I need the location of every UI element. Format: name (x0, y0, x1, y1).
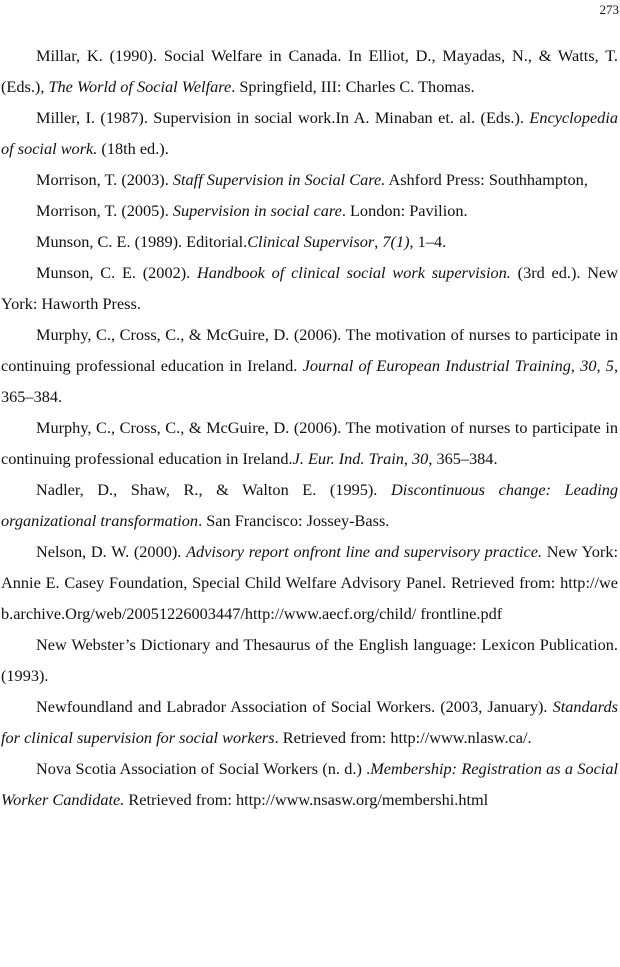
reference-text: Nova Scotia Association of Social Workers (n. d.) . (36, 759, 371, 778)
reference-text: , (403, 449, 413, 468)
reference-text: Millar, K. (1990). Social Welfare in Canada. In Elliot, D., Mayadas, N., & Watts, T. (Eds.), (1, 46, 618, 96)
reference-italic-text: Advisory report onfront line and supervisory practice. (186, 542, 543, 561)
reference-italic-text: Journal of European Industrial Training (302, 356, 571, 375)
reference-text: , 365–384. (1, 356, 619, 406)
reference-entry (1, 691, 618, 753)
reference-italic-text: Clinical Supervisor (247, 232, 375, 251)
reference-text: , (570, 356, 581, 375)
reference-italic-text: The World of Social Welfare (48, 77, 232, 96)
reference-entry (1, 195, 618, 226)
reference-entry (1, 536, 618, 629)
reference-text: Miller, I. (1987). Supervision in social work.In A. Minaban et. al. (Eds.). (36, 108, 530, 127)
reference-text: (3rd ed.). New York: Haworth Press. (1, 263, 619, 313)
reference-entry (1, 474, 618, 536)
page-number: 273 (599, 2, 619, 17)
reference-text: Newfoundland and Labrador Association of Social Workers. (2003, January). (36, 697, 553, 716)
reference-text: Murphy, C., Cross, C., & McGuire, D. (2006). The motivation of nurses to participate in continuing professional education in Ireland. (1, 418, 618, 468)
reference-text: New York: Annie E. Casey Foundation, Special Child Welfare Advisory Panel. Retrieved from: http://web.archive.Org/web/20051226003447/http://www.aecf.org/child/ frontline.pdf (1, 542, 618, 623)
reference-text: , (374, 232, 383, 251)
reference-text: , 365–384. (428, 449, 498, 468)
reference-entry (1, 753, 618, 815)
reference-text: New Webster’s Dictionary and Thesaurus of the English language: Lexicon Publication. (1993). (1, 635, 618, 685)
reference-text: Nadler, D., Shaw, R., & Walton E. (1995). (36, 480, 391, 499)
reference-text: . Retrieved from: http://www.nlasw.ca/. (274, 728, 532, 747)
reference-entry (1, 164, 618, 195)
reference-italic-text: Encyclopedia of social work. (1, 108, 618, 158)
reference-text: Murphy, C., Cross, C., & McGuire, D. (2006). The motivation of nurses to participate in continuing professional education in Ireland. (1, 325, 618, 375)
reference-entry (1, 629, 618, 691)
reference-text: , 1–4. (409, 232, 447, 251)
reference-text: Morrison, T. (2005). (36, 201, 173, 220)
reference-entry (1, 412, 618, 474)
reference-text: Morrison, T. (2003). (36, 170, 173, 189)
reference-italic-text: Discontinuous change: Leading organizational transformation (1, 480, 618, 530)
reference-entry (1, 319, 618, 412)
reference-text: Retrieved from: http://www.nsasw.org/membershi.html (124, 790, 489, 809)
reference-text: Ashford Press: Southhampton, (385, 170, 588, 189)
reference-italic-text: Membership: Registration as a Social Worker Candidate. (1, 759, 618, 809)
reference-text: Munson, C. E. (2002). (36, 263, 198, 282)
reference-entry (1, 226, 618, 257)
reference-italic-text: Staff Supervision in Social Care. (172, 170, 386, 189)
reference-italic-text: 30 (412, 449, 429, 468)
reference-italic-text: 7(1) (382, 232, 410, 251)
reference-italic-text: Handbook of clinical social work supervision. (197, 263, 511, 282)
reference-list (1, 40, 618, 815)
reference-text: Munson, C. E. (1989). Editorial. (36, 232, 248, 251)
reference-italic-text: 30, 5 (580, 356, 614, 375)
reference-text: Nelson, D. W. (2000). (36, 542, 187, 561)
reference-text: . Springfield, III: Charles C. Thomas. (231, 77, 475, 96)
reference-text: (18th ed.). (97, 139, 169, 158)
reference-entry (1, 40, 618, 102)
reference-italic-text: Standards for clinical supervision for social workers (1, 697, 618, 747)
reference-entry (1, 102, 618, 164)
reference-text: . San Francisco: Jossey-Bass. (198, 511, 390, 530)
reference-entry (1, 257, 618, 319)
reference-text: . London: Pavilion. (341, 201, 468, 220)
reference-italic-text: J. Eur. Ind. Train (292, 449, 404, 468)
reference-italic-text: Supervision in social care (172, 201, 342, 220)
